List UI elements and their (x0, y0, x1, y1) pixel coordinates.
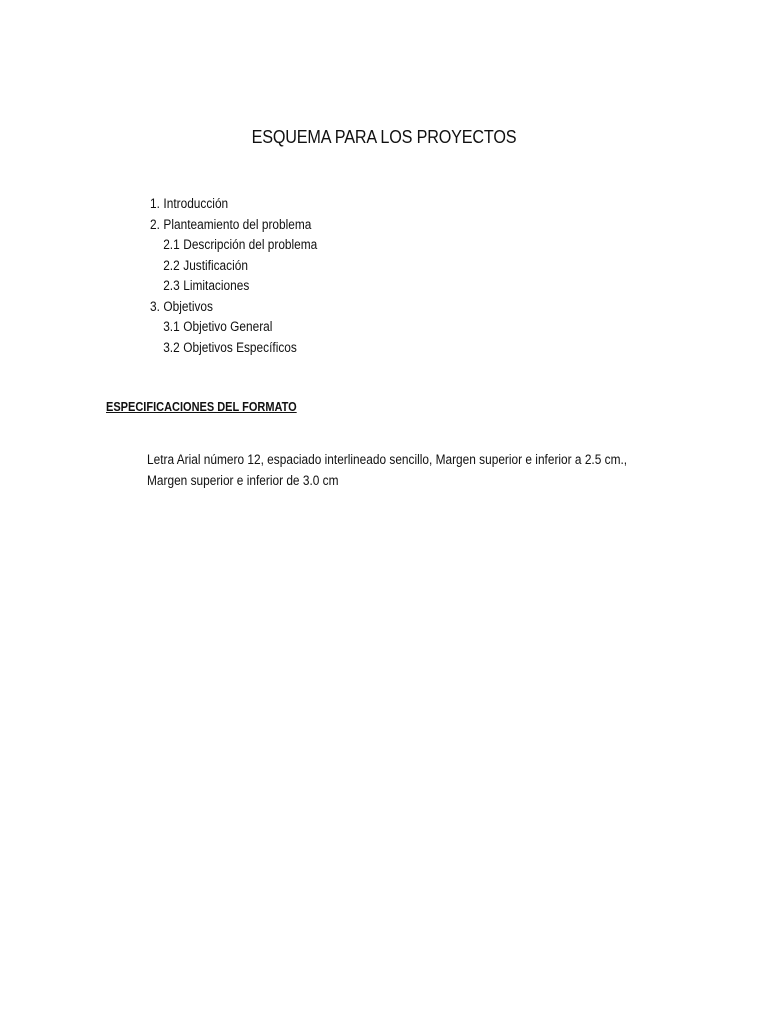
document-title: ESQUEMA PARA LOS PROYECTOS (251, 127, 517, 147)
outline-label: Objetivos (163, 298, 213, 314)
outline-number: 3. (150, 298, 160, 314)
format-specs-line: Letra Arial número 12, espaciado interlineado sencillo, Margen superior e inferior a 2.5 cm., (147, 452, 628, 467)
outline-item-introduccion (150, 194, 317, 215)
format-specs-paragraph (147, 450, 707, 491)
outline-item-objetivos-especificos (150, 338, 317, 359)
outline-item-descripcion (150, 235, 317, 256)
outline-item-justificacion (150, 256, 317, 277)
outline-label: Introducción (163, 196, 229, 211)
outline-number: 2.3 (163, 278, 180, 293)
outline-item-objetivo-general (150, 317, 317, 338)
outline-number: 2.1 (163, 237, 180, 252)
outline-item-planteamiento (150, 215, 317, 236)
outline-number: 2.2 (163, 257, 180, 273)
outline-label: Planteamiento del problema (163, 216, 312, 232)
outline-item-limitaciones (150, 276, 317, 297)
outline-number: 3.1 (163, 319, 180, 334)
project-outline (150, 194, 340, 358)
outline-label: Objetivos Específicos (183, 339, 297, 355)
outline-label: Justificación (183, 257, 248, 273)
format-specs-heading: ESPECIFICACIONES DEL FORMATO (106, 400, 297, 414)
outline-number: 3.2 (163, 339, 180, 355)
outline-label: Limitaciones (183, 278, 250, 293)
outline-label: Descripción del problema (183, 237, 318, 252)
outline-item-objetivos (150, 297, 317, 318)
outline-number: 1. (150, 196, 160, 211)
format-specs-line: Margen superior e inferior de 3.0 cm (147, 472, 339, 488)
outline-label: Objetivo General (183, 319, 273, 334)
outline-number: 2. (150, 216, 160, 232)
